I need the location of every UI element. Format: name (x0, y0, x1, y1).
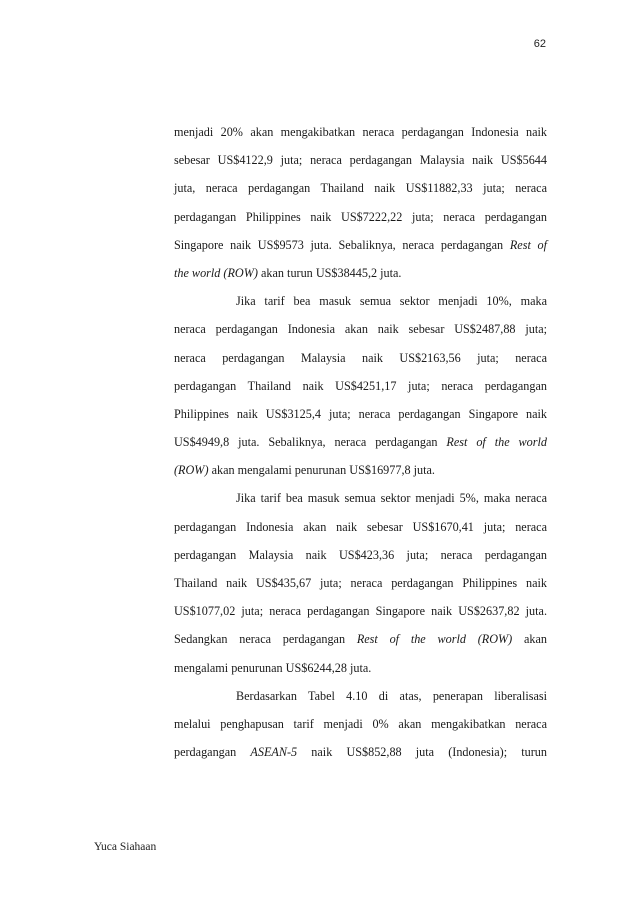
text-line: US$1077,02 juta; neraca perdagangan Singapore naik US$2637,82 juta. (174, 604, 547, 619)
text-line: the world (ROW) akan turun US$38445,2 juta. (174, 265, 402, 280)
paragraph-start-line: Jika tarif bea masuk semua sektor menjadi 10%, maka (236, 294, 547, 309)
text-line: sebesar US$4122,9 juta; neraca perdagangan Malaysia naik US$5644 (174, 153, 547, 168)
text-line: mengalami penurunan US$6244,28 juta. (174, 660, 372, 675)
paragraph-start-line: Jika tarif bea masuk semua sektor menjadi 5%, maka neraca (236, 491, 547, 506)
paragraph-start-line: Berdasarkan Tabel 4.10 di atas, penerapan liberalisasi (236, 688, 547, 703)
text-line: neraca perdagangan Indonesia akan naik sebesar US$2487,88 juta; (174, 322, 547, 337)
text-line: Philippines naik US$3125,4 juta; neraca perdagangan Singapore naik (174, 406, 547, 421)
text-line: perdagangan Malaysia naik US$423,36 juta; neraca perdagangan (174, 547, 547, 562)
text-line: menjadi 20% akan mengakibatkan neraca perdagangan Indonesia naik (174, 125, 547, 139)
page-number: 62 (533, 38, 546, 50)
text-line: (ROW) akan mengalami penurunan US$16977,8 juta. (174, 463, 435, 478)
text-line: Singapore naik US$9573 juta. Sebaliknya, neraca perdagangan Rest of (174, 237, 547, 252)
text-line: US$4949,8 juta. Sebaliknya, neraca perdagangan Rest of the world (174, 435, 547, 450)
text-line: juta, neraca perdagangan Thailand naik US$11882,33 juta; neraca (174, 181, 547, 196)
text-line: Thailand naik US$435,67 juta; neraca perdagangan Philippines naik (174, 576, 547, 590)
text-line: perdagangan Thailand naik US$4251,17 juta; neraca perdagangan (174, 378, 547, 393)
footer-author: Yuca Siahaan (94, 841, 157, 853)
text-line: Sedangkan neraca perdagangan Rest of the world (ROW) akan (174, 632, 547, 647)
text-line: neraca perdagangan Malaysia naik US$2163,56 juta; neraca (174, 350, 547, 365)
text-line: perdagangan Philippines naik US$7222,22 juta; neraca perdagangan (174, 209, 547, 224)
body-text (174, 118, 547, 766)
text-line: perdagangan Indonesia akan naik sebesar US$1670,41 juta; neraca (174, 519, 547, 534)
text-line: melalui penghapusan tarif menjadi 0% akan mengakibatkan neraca (174, 716, 547, 731)
text-line: perdagangan ASEAN-5 naik US$852,88 juta (Indonesia); turun (174, 745, 547, 760)
